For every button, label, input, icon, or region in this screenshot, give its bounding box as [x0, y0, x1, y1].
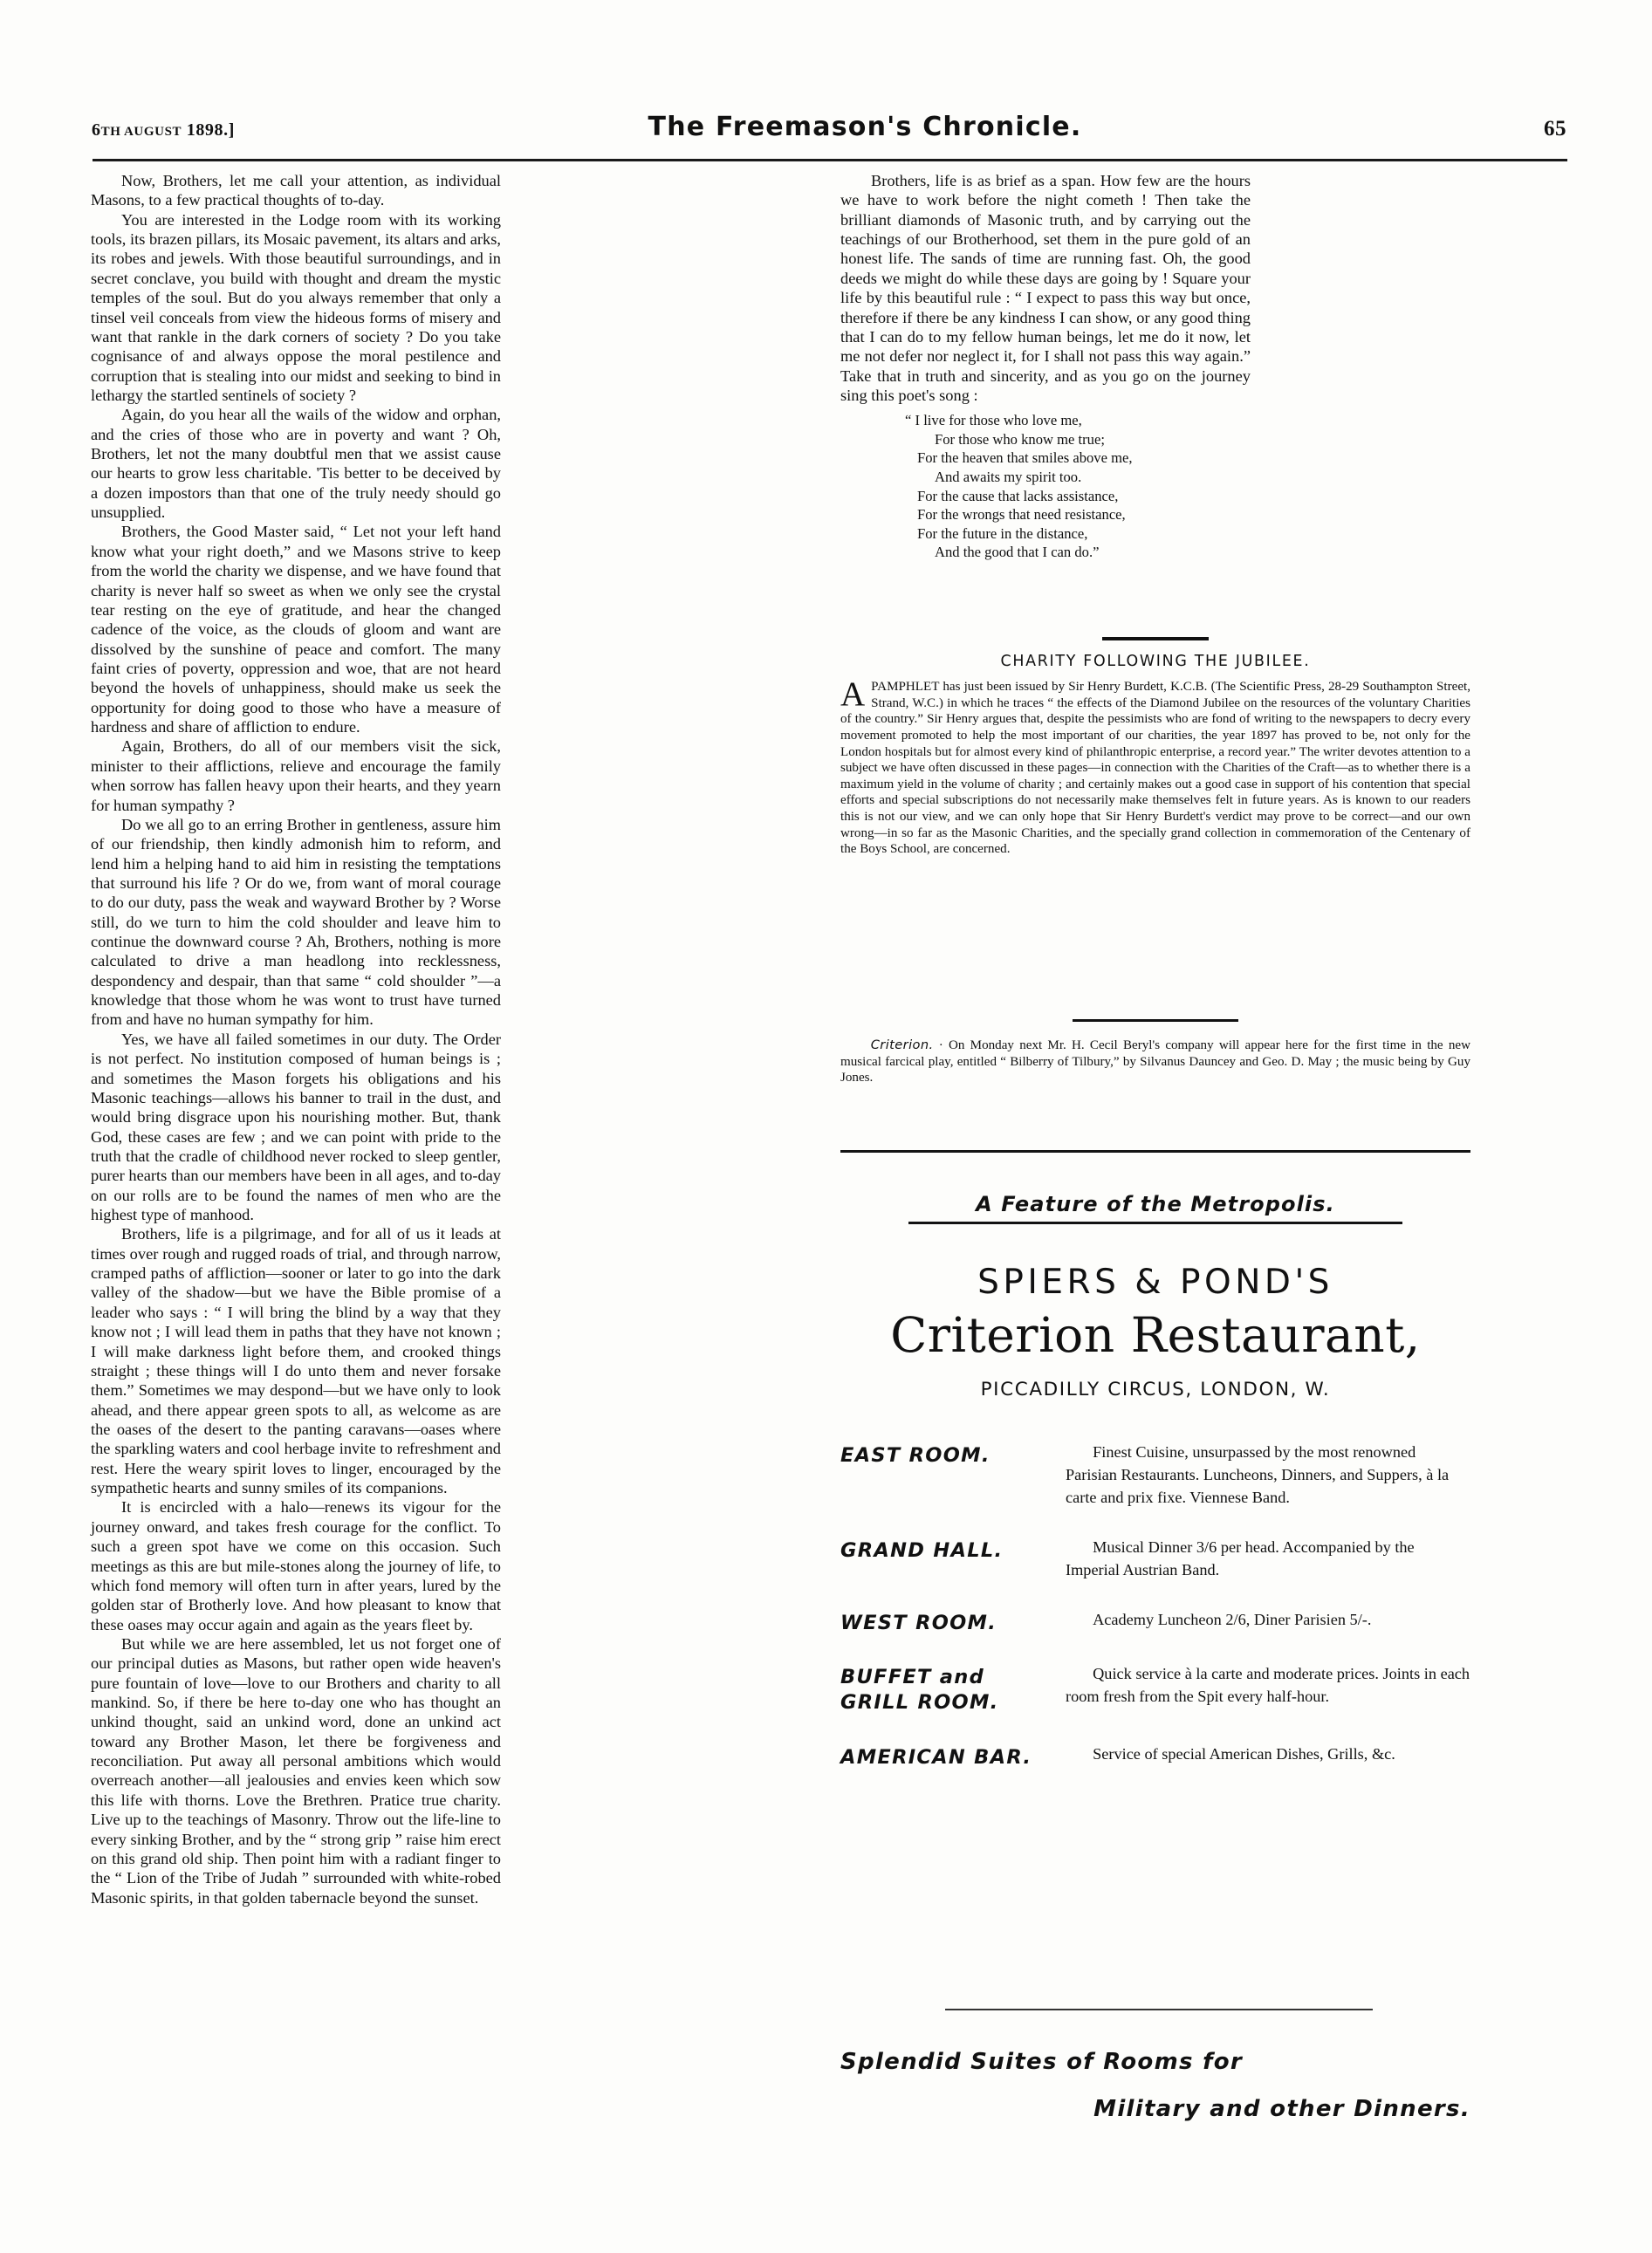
ad-suites-footer — [840, 2009, 1470, 2122]
left-column-paragraph: Yes, we have all failed sometimes in our duty. The Order is not perfect. No institution composed of human beings is ; and sometimes the Mason forgets his obligations and his Masonic teachings—allows his banner to trail in the dust, and would bring disgrace upon his nourishing mother. But, thank God, these cases are few ; and we can point with pride to the truth that the cradle of childhood never rocked to sleep gentler, purer hearts than our members have been in all ages, and to-day on our rolls are to be found the names of men who are the highest type of manhood. — [91, 1030, 501, 1224]
right-column-sermon — [840, 171, 1251, 562]
ad-room-label — [840, 1442, 1066, 1469]
ad-room-description: Academy Luncheon 2/6, Diner Parisien 5/-. — [1093, 1610, 1372, 1628]
left-column-paragraph: Again, do you hear all the wails of the widow and orphan, and the cries of those who are in poverty and want ? Oh, Brothers, let not the many doubtful men that we assist cause our hearts to grow less charitable. 'Tis better to be deceived by a dozen impostors than that one of the truly needy should go unsupplied. — [91, 406, 501, 522]
charity-article-body — [840, 675, 1470, 858]
ad-room-label — [840, 1743, 1066, 1770]
page-number: 65 — [1543, 117, 1566, 140]
ad-room-label-line: GRAND HALL. — [840, 1538, 1004, 1562]
ad-room-label — [840, 1609, 1066, 1636]
ad-restaurant-name: Criterion Restaurant, — [890, 1307, 1421, 1363]
ad-room-row — [840, 1442, 1470, 1510]
left-column — [91, 171, 501, 1907]
masthead-rule — [93, 159, 1567, 161]
left-column-paragraph: But while we are here assembled, let us not forget one of our principal duties as Masons, but rather open wide heaven's pure fountain of love—love to our Brothers and charity to all mankind. So, if there be here to-day one who has thought an unkind thought, said an unkind word, done an unkind act toward any Brother Mason, let there be forgiveness and reconciliation. Put away all personal ambitions which would overreach another—all jealousies and envies keen which sow this life with thorns. Love the Brethren. Pratice true charity. Live up to the teachings of Masonry. Throw out the life-line to every sinking Brother, and by the “ strong grip ” raise him erect on this grand old ship. Then point him with a radiant finger to the “ Lion of the Tribe of Judah ” surrounded with white-robed Masonic spirits, in that golden tabernacle beyond the sunset. — [91, 1634, 501, 1907]
advertisement[interactable] — [840, 1150, 1470, 1400]
ad-feature-line: A Feature of the Metropolis. — [976, 1192, 1335, 1216]
charity-article — [840, 625, 1470, 858]
poem — [840, 411, 1251, 562]
ad-brand-name: SPIERS & POND'S — [977, 1263, 1333, 1302]
section-divider-rule — [1102, 637, 1209, 640]
ad-room-description: Musical Dinner 3/6 per head. Accompanied by the Imperial Austrian Band. — [1066, 1537, 1415, 1578]
drop-cap: A — [840, 675, 866, 713]
poem-line: For the wrongs that need resistance, — [917, 506, 1126, 524]
note-divider-rule — [1073, 1019, 1238, 1022]
poem-line: And awaits my spirit too. — [935, 469, 1082, 485]
criterion-note — [840, 1005, 1470, 1086]
criterion-note-lead: Criterion. — [870, 1037, 934, 1052]
ad-room-label-line: AMERICAN BAR. — [840, 1745, 1032, 1769]
left-column-paragraph: It is encircled with a halo—renews its vigour for the journey onward, and takes fresh courage for the conflict. To such a green spot have we come on this occasion. Such meetings as this are but mile-stones along the journey of life, to which fond memory will often turn in after years, lured by the golden star of Brotherly love. And how pleasant to know that these oases may occur again and again as the years fleet by. — [91, 1498, 501, 1633]
issue-date-day: 6 — [92, 120, 101, 140]
issue-date — [92, 120, 235, 140]
ad-room-label — [840, 1663, 1066, 1716]
ad-room-row — [840, 1537, 1470, 1582]
suites-line-1: Splendid Suites of Rooms for — [840, 2049, 1244, 2075]
ad-room-row — [840, 1663, 1470, 1716]
poem-line: For the cause that lacks assistance, — [917, 487, 1119, 504]
poem-line: For those who know me true; — [935, 430, 1105, 448]
left-column-paragraph: Again, Brothers, do all of our members visit the sick, minister to their afflictions, relieve and encourage the family when sorrow has fallen heavy upon their hearts, and they yearn for human sympathy ? — [91, 737, 501, 814]
masthead — [92, 112, 1566, 152]
suites-line-2: Military and other Dinners. — [1093, 2096, 1470, 2122]
ad-room-label-line: GRILL ROOM. — [840, 1691, 999, 1715]
issue-date-month: TH AUGUST — [100, 125, 182, 139]
left-column-paragraph: Now, Brothers, let me call your attention, as individual Masons, to a few practical thoughts of to-day. — [91, 172, 501, 209]
ad-room-label-line: EAST ROOM. — [840, 1444, 991, 1467]
charity-article-text: PAMPHLET has just been issued by Sir Henry Burdett, K.C.B. (The Scientific Press, 28-29 Southampton Street, Strand, W.C.) in which he traces “ the effects of the Diamond Jubilee on the resources of the voluntary Charities of the country.” Sir Henry argues that, despite the pessimists who are fond of writing to the newspapers to decry every movement promoted to help the most important of our charities, the year 1897 has proved to be, not only for the London hospitals but for almost every kind of philanthropic enterprise, a record year.” The writer devotes attention to a subject we have often discussed in these pages—in connection with the Charities of the Craft—as to whether there is a maximum yield in the volume of charity ; and certainly makes out a good case in support of his contention that special efforts and special subscriptions do not necessarily make themselves felt in future years. As is known to our readers this is not our view, and we can only hope that Sir Henry Burdett's verdict may prove to be correct—and our own wrong—in so far as the Masonic Charities, and the specially grand collection in commemoration of the Centenary of the Boys School, are concerned. — [840, 680, 1470, 857]
criterion-note-text: · On Monday next Mr. H. Cecil Beryl's company will appear here for the first time in the new musical farcical play, entitled “ Bilberry of Tilbury,” by Silvanus Dauncey and Geo. D. May ; the music being by Guy Jones. — [840, 1038, 1470, 1085]
charity-article-heading: CHARITY FOLLOWING THE JUBILEE. — [1000, 653, 1311, 670]
poem-line: And the good that I can do.” — [935, 544, 1100, 561]
right-column-paragraph: Brothers, life is as brief as a span. How few are the hours we have to work before the night cometh ! Then take the brilliant diamonds of Masonic truth, and by carrying out the teachings of our Brotherhood, set them in the pure gold of an honest life. The sands of time are running fast. Oh, the good deeds we might do while these days are going by ! Square your life by this beautiful rule : “ I expect to pass this way but once, therefore if there be any kindness I can show, or any good thing that I can do to my fellow human beings, let me do it now, let me not defer nor neglect it, for I shall not pass this way again.” Take that in truth and sincerity, and as you go on the journey sing this poet's song : — [840, 172, 1251, 404]
poem-line: For the future in the distance, — [917, 524, 1088, 542]
ad-room-list — [840, 1442, 1470, 1798]
ad-room-description: Finest Cuisine, unsurpassed by the most renowned Parisian Restaurants. Luncheons, Dinners, and Suppers, à la carte and prix fixe. Viennese Band. — [1066, 1443, 1450, 1506]
poem-line: “ I live for those who love me, — [905, 412, 1082, 429]
left-column-paragraph: Brothers, life is a pilgrimage, and for all of us it leads at times over rough and rugged roads of trial, and through narrow, cramped paths of affliction—sooner or later to go into the dark valley of the shadow—but we have the Bible promise of a leader who says : “ I will bring the blind by a way that they know not ; I will lead them in paths that they have not known ; I will make darkness light before them, and crooked things straight ; these things will I do unto them and never forsake them.” Sometimes we may despond—but we have only to look ahead, and there appear green spots to all, as welcome as are the oases of the desert to the panting caravans—oases where the sparkling waters and cool herbage invite to refreshment and rest. Here the weary spirit loves to linger, encouraged by the sympathetic hearts and sunny smiles of its companions. — [91, 1225, 501, 1497]
ad-room-label-line: BUFFET and — [840, 1666, 985, 1689]
left-column-paragraph: You are interested in the Lodge room with its working tools, its brazen pillars, its Mosaic pavement, its altars and arks, its robes and jewels. With those beautiful surroundings, and in secret conclave, you build with thought and dream the mystic temples of the soul. But do you always remember that only a tinsel veil conceals from view the hideous forms of misery and want that rankle in the dark corners of society ? Do you take cognisance of and always oppose the moral pestilence and corruption that is stealing into our midst and seeking to bind in lethargy the startled sentinels of society ? — [91, 210, 501, 404]
ad-address: PICCADILLY CIRCUS, LONDON, W. — [980, 1378, 1331, 1400]
ad-room-description: Quick service à la carte and moderate prices. Joints in each room fresh from the Spit every half-hour. — [1066, 1665, 1470, 1706]
criterion-note-body — [840, 1037, 1470, 1086]
left-column-paragraph: Brothers, the Good Master said, “ Let not your left hand know what your right doeth,” and we Masons strive to keep from the world the charity we dispense, and we have found that charity is never half so sweet as when we only see the crystal tear resting on the eye of gratitude, and hear the changed cadence of the voice, as the clouds of gloom and want are dissolved by the sunshine of peace and comfort. The many faint cries of poverty, oppression and woe, that are not heard beyond the hovels of unhappiness, should make us seek the opportunity for doing good to those who have a measure of hardness and share of affliction to endure. — [91, 523, 501, 736]
ad-room-label-line: WEST ROOM. — [840, 1611, 997, 1634]
issue-date-year: 1898.] — [182, 120, 235, 140]
left-column-paragraph: Do we all go to an erring Brother in gentleness, assure him of our friendship, then kindly admonish him to reform, and lend him a helping hand to aid him in resisting the temptations that surround his life ? Or do we, from want of moral courage to do our duty, pass the weak and wayward Brother by ? Worse still, do we turn to him the cold shoulder and leave him to continue the downward course ? Ah, Brothers, nothing is more calculated to drive a man headlong into recklessness, despondency and despair, than that same “ cold shoulder ”—a knowledge that those whom he was wont to trust have turned from and have no human sympathy for him. — [91, 815, 501, 1029]
ad-room-description: Service of special American Dishes, Grills, &c. — [1093, 1744, 1395, 1763]
poem-line: For the heaven that smiles above me, — [917, 449, 1133, 467]
ad-room-row — [840, 1743, 1470, 1770]
ad-room-row — [840, 1609, 1470, 1636]
ad-room-label — [840, 1537, 1066, 1564]
publication-title: The Freemason's Chronicle. — [648, 112, 1082, 142]
